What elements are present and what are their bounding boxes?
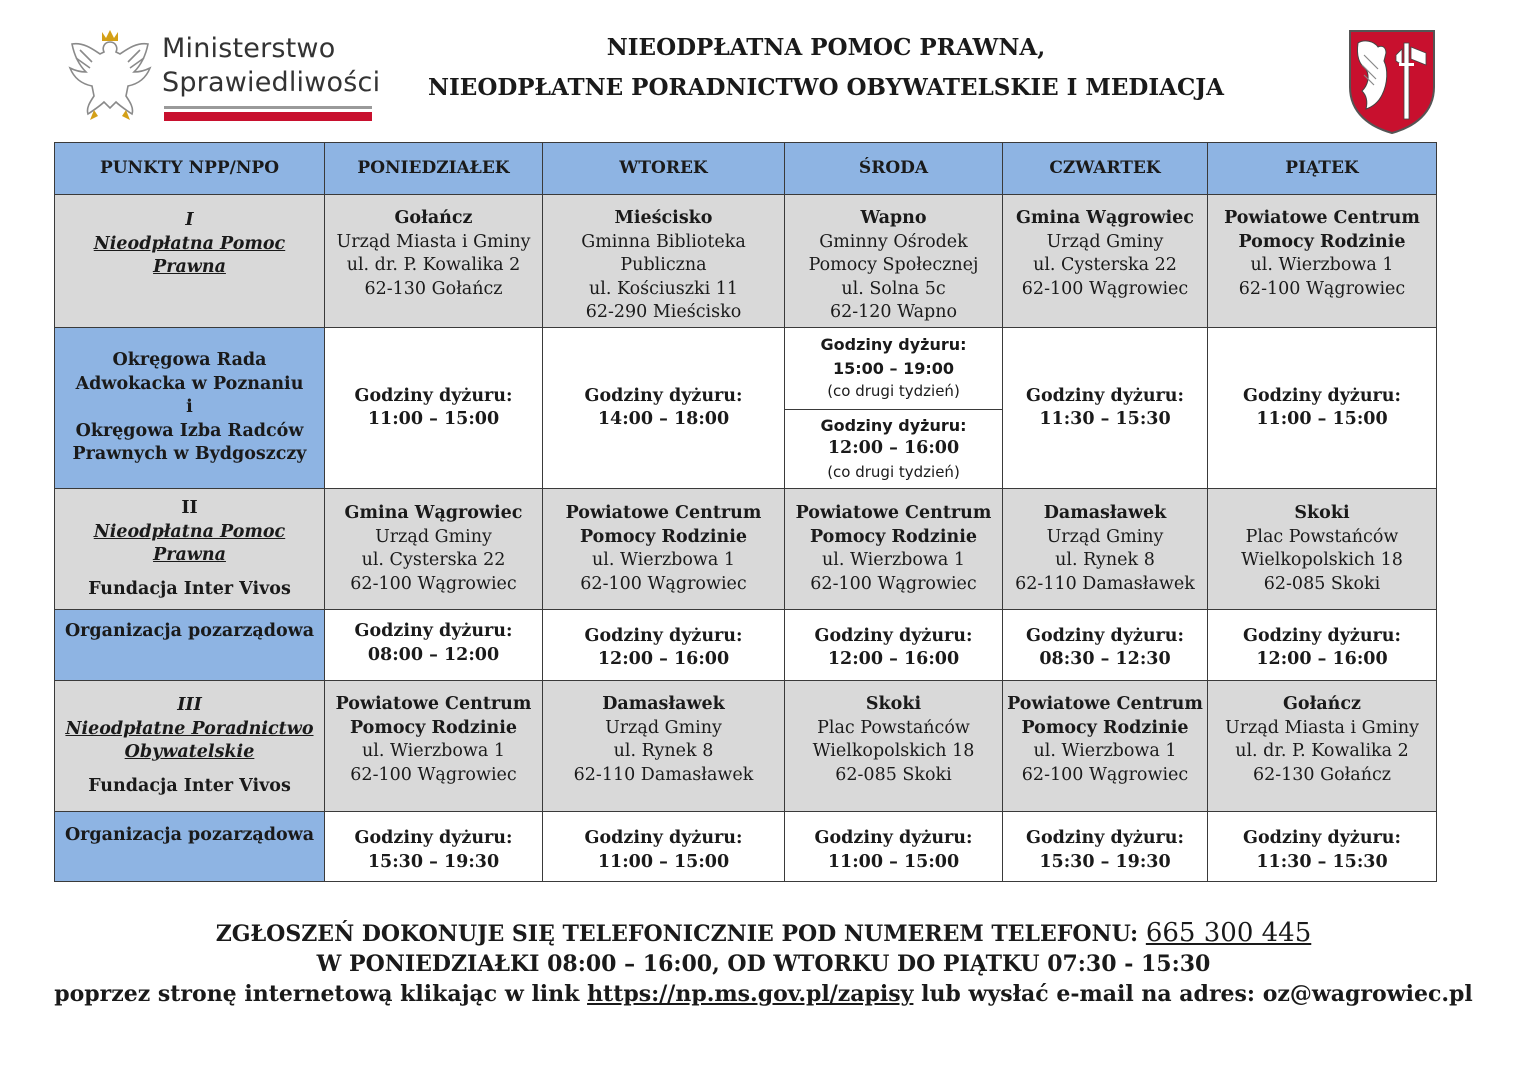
place-line: 62-100 Wągrowiec	[1021, 764, 1189, 785]
place-line: Pomocy Społecznej	[808, 255, 979, 275]
place-line: 62-100 Wągrowiec	[1238, 278, 1406, 299]
hours-time: 12:00 – 16:00	[1256, 649, 1388, 669]
header-wednesday: ŚRODA	[785, 143, 1003, 195]
place-line: Urząd Gminy	[1046, 231, 1164, 252]
hours-cell	[543, 610, 785, 681]
coat-of-arms-icon	[1344, 25, 1440, 135]
hours-label: Godziny dyżuru:	[820, 415, 967, 435]
section3-places-row	[55, 681, 1437, 812]
place-line: ul. Rynek 8	[1055, 550, 1155, 570]
place-line: 62-085 Skoki	[835, 764, 952, 785]
hours-label: Godziny dyżuru:	[814, 828, 973, 848]
hours-label: Godziny dyżuru:	[584, 385, 743, 406]
place-name: Powiatowe Centrum	[1007, 694, 1203, 714]
hours-cell	[543, 328, 785, 489]
place-line: 62-100 Wągrowiec	[1021, 278, 1189, 299]
place-name-2: Pomocy Rodzinie	[1238, 231, 1406, 252]
hours-time: 08:00 – 12:00	[367, 644, 500, 665]
point-3-org: Fundacja Inter Vivos	[88, 775, 291, 796]
ministry-logo	[64, 24, 384, 128]
place-line: Urząd Gminy	[605, 717, 722, 738]
place-cell	[785, 195, 1003, 328]
section1-hours-row-a	[55, 328, 1437, 410]
registration-link[interactable]: https://np.ms.gov.pl/zapisy	[587, 981, 914, 1007]
hours-cell-wed-b	[785, 410, 1003, 489]
hours-cell	[1003, 328, 1208, 489]
hours-cell	[325, 812, 543, 882]
point-2-name: Nieodpłatna Pomoc Prawna	[93, 521, 286, 565]
place-line: Urząd Miasta i Gminy	[1225, 717, 1419, 738]
org-cell: Organizacja pozarządowa	[55, 610, 325, 681]
place-cell	[1003, 489, 1208, 610]
schedule-table	[54, 142, 1437, 882]
hours-cell	[325, 610, 543, 681]
place-line: ul. dr. P. Kowalika 2	[346, 255, 521, 275]
point-1-name: Nieodpłatna Pomoc Prawna	[93, 233, 286, 277]
place-line: 62-085 Skoki	[1263, 573, 1381, 594]
place-line: Wielkopolskich 18	[1241, 550, 1403, 570]
hours-label: Godziny dyżuru:	[354, 621, 513, 641]
hours-time: 15:00 – 19:00	[833, 358, 954, 378]
ministry-name	[162, 32, 380, 100]
place-line: ul. Cysterska 22	[1033, 255, 1177, 275]
place-line: Publiczna	[620, 255, 707, 275]
hours-label: Godziny dyżuru:	[814, 625, 973, 646]
place-line: 62-110 Damasławek	[573, 764, 754, 785]
eagle-emblem-icon	[64, 24, 156, 124]
point-2-org: Fundacja Inter Vivos	[88, 578, 291, 599]
hours-note: (co drugi tydzień)	[827, 382, 960, 401]
place-name: Skoki	[1294, 503, 1350, 523]
point-3-name-1: Nieodpłatne Poradnictwo	[65, 718, 314, 739]
hours-label: Godziny dyżuru:	[820, 335, 967, 355]
hours-label: Godziny dyżuru:	[1243, 385, 1401, 406]
place-line: Gminna Biblioteka	[581, 231, 746, 252]
hours-cell	[1208, 610, 1437, 681]
logo-red-bar	[164, 112, 372, 121]
place-name: Gmina Wągrowiec	[1016, 208, 1194, 228]
place-name: Mieścisko	[614, 208, 713, 228]
hours-time: 11:30 – 15:30	[1256, 851, 1388, 872]
place-cell	[543, 489, 785, 610]
hours-cell	[785, 610, 1003, 681]
title-line2: NIEODPŁATNE PORADNICTWO OBYWATELSKIE I MEDIACJA	[428, 74, 1224, 101]
place-line: ul. Wierzbowa 1	[361, 741, 506, 761]
hours-time: 11:00 – 15:00	[1256, 409, 1388, 429]
place-line: 62-100 Wągrowiec	[350, 764, 517, 785]
footer-phone-intro: ZGŁOSZEŃ DOKONUJE SIĘ TELEFONICZNIE POD NUMEREM TELEFONU:	[215, 921, 1146, 947]
place-name: Damasławek	[1043, 503, 1167, 523]
place-name: Damasławek	[602, 694, 725, 714]
place-line: ul. Rynek 8	[613, 741, 714, 761]
hours-time: 11:00 – 15:00	[367, 409, 500, 429]
footer-line1	[0, 918, 1527, 949]
place-name: Powiatowe Centrum	[565, 503, 762, 523]
place-cell	[1208, 489, 1437, 610]
header-points: PUNKTY NPP/NPO	[55, 143, 325, 195]
hours-time: 14:00 – 18:00	[597, 409, 730, 429]
place-line: ul. Solna 5c	[841, 278, 946, 299]
place-line: 62-110 Damasławek	[1015, 573, 1195, 594]
contact-footer	[0, 918, 1527, 1009]
section3-hours-row	[55, 812, 1437, 882]
place-line: 62-130 Gołańcz	[364, 278, 503, 299]
hours-time: 12:00 – 16:00	[597, 649, 730, 669]
hours-cell	[1003, 610, 1208, 681]
hours-time: 08:30 – 12:30	[1039, 649, 1171, 669]
place-line: Urząd Gminy	[375, 526, 492, 547]
place-line: ul. Wierzbowa 1	[1250, 255, 1394, 275]
place-cell	[1208, 681, 1437, 812]
hours-time: 12:00 – 16:00	[827, 649, 960, 669]
place-name: Powiatowe Centrum	[795, 503, 992, 523]
hours-time: 11:00 – 15:00	[597, 851, 730, 872]
org-cell: Organizacja pozarządowa	[55, 812, 325, 882]
hours-time: 12:00 – 16:00	[827, 438, 960, 459]
hours-cell	[785, 812, 1003, 882]
point-2-cell	[55, 489, 325, 610]
section2-places-row	[55, 489, 1437, 610]
place-cell	[1003, 195, 1208, 328]
place-name: Gołańcz	[1282, 694, 1361, 714]
place-line: 62-100 Wągrowiec	[810, 573, 977, 594]
place-line: Wielkopolskich 18	[812, 741, 975, 761]
place-name: Powiatowe Centrum	[335, 694, 532, 714]
hours-cell	[325, 328, 543, 489]
place-name-2: Pomocy Rodzinie	[349, 717, 517, 738]
org-cell	[55, 328, 325, 489]
place-cell	[1208, 195, 1437, 328]
place-line: Gminny Ośrodek	[819, 231, 968, 252]
hours-time: 11:30 – 15:30	[1039, 409, 1171, 429]
section1-places-row	[55, 195, 1437, 328]
place-line: ul. dr. P. Kowalika 2	[1235, 741, 1409, 761]
hours-label: Godziny dyżuru:	[1243, 828, 1401, 848]
place-name: Gołańcz	[394, 208, 473, 228]
hours-label: Godziny dyżuru:	[1026, 385, 1184, 406]
place-line: 62-290 Mieścisko	[585, 302, 742, 322]
org-line: Adwokacka w Poznaniu	[75, 373, 304, 394]
hours-label: Godziny dyżuru:	[584, 625, 743, 646]
logo-gray-bar	[164, 106, 372, 109]
place-line: 62-130 Gołańcz	[1252, 764, 1392, 785]
hours-time: 15:30 – 19:30	[1039, 851, 1171, 872]
point-3-roman: III	[177, 695, 202, 715]
ministry-name-line2: Sprawiedliwości	[162, 67, 381, 98]
header-row	[55, 143, 1437, 195]
place-name-2: Pomocy Rodzinie	[1021, 717, 1189, 738]
phone-number[interactable]: 665 300 445	[1145, 918, 1312, 948]
hours-cell	[1003, 812, 1208, 882]
page-title	[400, 28, 1252, 108]
place-line: ul. Wierzbowa 1	[591, 550, 736, 570]
hours-label: Godziny dyżuru:	[354, 385, 513, 406]
header-friday: PIĄTEK	[1208, 143, 1437, 195]
hours-label: Godziny dyżuru:	[1243, 625, 1401, 646]
footer-link-intro: poprzez stronę internetową klikając w link	[54, 981, 588, 1007]
point-3-cell	[55, 681, 325, 812]
header-tuesday: WTOREK	[543, 143, 785, 195]
point-2-roman: II	[181, 498, 198, 518]
place-name: Wapno	[860, 208, 927, 228]
ministry-name-line1: Ministerstwo	[162, 33, 336, 64]
place-line: Plac Powstańców	[1245, 526, 1399, 547]
section2-hours-row	[55, 610, 1437, 681]
hours-cell-wed-a	[785, 328, 1003, 410]
place-line: 62-120 Wapno	[829, 302, 958, 322]
hours-cell	[543, 812, 785, 882]
hours-note: (co drugi tydzień)	[827, 462, 960, 481]
place-cell	[325, 681, 543, 812]
point-1-roman: I	[185, 210, 194, 230]
place-line: Urząd Miasta i Gminy	[336, 231, 531, 252]
hours-label: Godziny dyżuru:	[1026, 625, 1184, 646]
place-line: ul. Kościuszki 11	[588, 278, 738, 299]
footer-line3	[0, 979, 1527, 1009]
place-cell	[543, 195, 785, 328]
footer-email-text: lub wysłać e-mail na adres: oz@wagrowiec.pl	[913, 981, 1473, 1007]
place-line: 62-100 Wągrowiec	[350, 573, 517, 594]
org-line: Okręgowa Rada	[112, 350, 267, 371]
place-line: ul. Cysterska 22	[361, 550, 506, 570]
place-line: ul. Wierzbowa 1	[821, 550, 966, 570]
org-line: Okręgowa Izba Radców	[75, 420, 304, 441]
place-name: Powiatowe Centrum	[1224, 208, 1420, 228]
hours-label: Godziny dyżuru:	[584, 828, 743, 848]
place-line: Plac Powstańców	[817, 717, 970, 738]
header-thursday: CZWARTEK	[1003, 143, 1208, 195]
header-monday: PONIEDZIAŁEK	[325, 143, 543, 195]
place-cell	[325, 489, 543, 610]
point-1-cell	[55, 195, 325, 328]
hours-cell	[1208, 812, 1437, 882]
place-cell	[785, 681, 1003, 812]
footer-line2: W PONIEDZIAŁKI 08:00 – 16:00, OD WTORKU DO PIĄTKU 07:30 - 15:30	[316, 951, 1211, 977]
place-cell	[1003, 681, 1208, 812]
place-name: Skoki	[865, 694, 922, 714]
place-line: Urząd Gminy	[1046, 526, 1164, 547]
place-cell	[325, 195, 543, 328]
place-cell	[543, 681, 785, 812]
place-name-2: Pomocy Rodzinie	[579, 526, 747, 547]
hours-time: 15:30 – 19:30	[367, 851, 500, 872]
place-name: Gmina Wągrowiec	[344, 503, 523, 523]
hours-cell	[1208, 328, 1437, 489]
place-cell	[785, 489, 1003, 610]
place-line: ul. Wierzbowa 1	[1033, 741, 1177, 761]
place-line: 62-100 Wągrowiec	[580, 573, 747, 594]
org-line: i	[186, 397, 193, 418]
org-line: Prawnych w Bydgoszczy	[72, 444, 307, 465]
hours-label: Godziny dyżuru:	[1026, 828, 1184, 848]
title-line1: NIEODPŁATNA POMOC PRAWNA,	[606, 34, 1046, 61]
place-name-2: Pomocy Rodzinie	[809, 526, 977, 547]
hours-label: Godziny dyżuru:	[354, 828, 513, 848]
hours-time: 11:00 – 15:00	[827, 851, 960, 872]
point-3-name-2: Obywatelskie	[124, 742, 255, 762]
